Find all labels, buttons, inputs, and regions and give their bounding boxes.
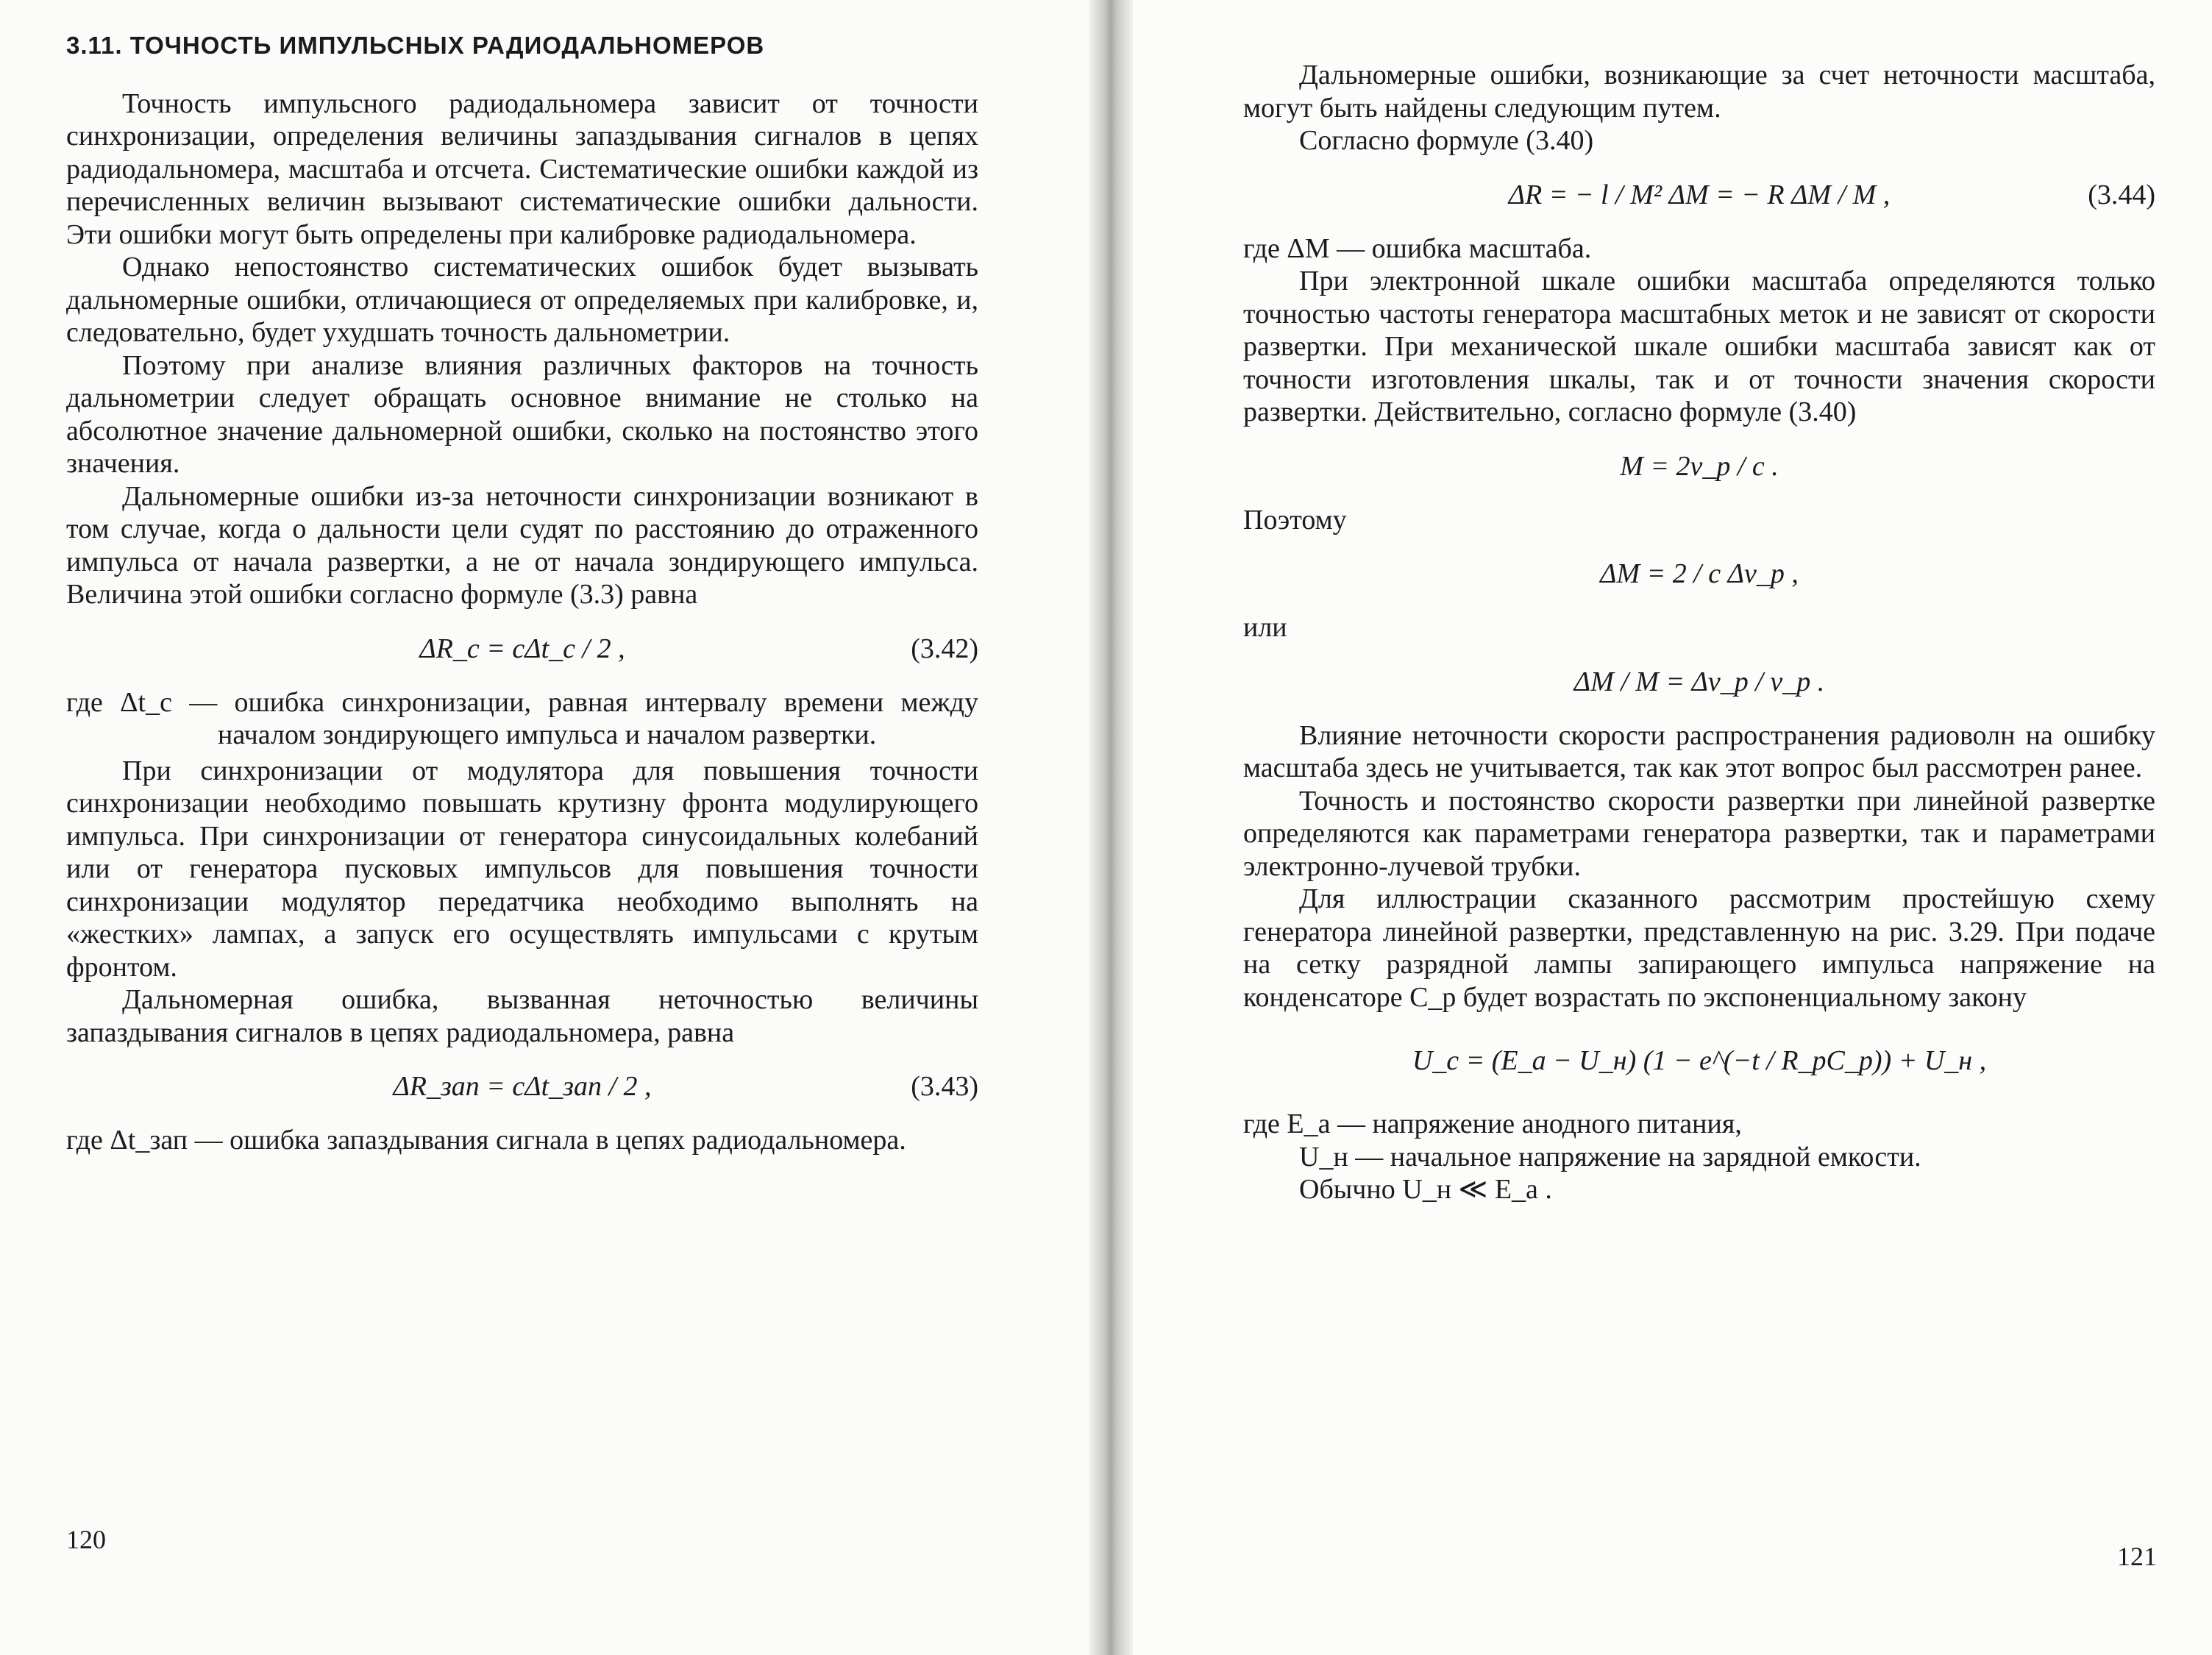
paragraph: При синхронизации от модулятора для повышения точности синхронизации необходимо повышать крутизну фронта модулирующего импульса. При синхронизации от генератора синусоидальных колебаний или от генератора пусковых импульсов для повышения точности синхронизации модулятор передатчика необходимо выполнять на «жестких» лампах, а запуск его осуществлять импульсами с крутым фронтом. — [66, 755, 978, 983]
equation-3-44 — [1243, 169, 2155, 221]
right-page — [1133, 0, 2212, 1655]
paragraph: Дальномерная ошибка, вызванная неточностью величины запаздывания сигналов в цепях радиодальномера, равна — [66, 984, 978, 1048]
definition-text: где Δt_c — ошибка синхронизации, равная интервалу времени между началом зондирующего импульса и началом развертки. — [66, 686, 978, 750]
paragraph: Точность и постоянство скорости развертки при линейной развертке определяются как параметрами генератора развертки, так и параметрами электронно-лучевой трубки. — [1243, 785, 2155, 882]
equation-body: ΔR_зап = cΔt_зап / 2 , — [393, 1071, 652, 1102]
equation-body: M = 2v_p / c . — [1620, 450, 1779, 482]
equation-body: ΔR_c = cΔt_c / 2 , — [419, 633, 625, 664]
left-page-text — [66, 29, 978, 1157]
equation-body: ΔM / M = Δv_p / v_p . — [1573, 666, 1825, 697]
section-heading: 3.11. ТОЧНОСТЬ ИМПУЛЬСНЫХ РАДИОДАЛЬНОМЕРОВ — [66, 32, 765, 59]
page-number: 121 — [2117, 1542, 2157, 1571]
equation-body: U_c = (E_a − U_н) (1 − e^(−t / R_pC_p)) + U_н , — [1412, 1045, 1987, 1076]
paragraph: Согласно формуле (3.40) — [1299, 125, 1594, 156]
definition-text: где ΔM — ошибка масштаба. — [1243, 232, 1592, 264]
book-gutter — [1089, 0, 1133, 1655]
paragraph: Дальномерные ошибки из-за неточности синхронизации возникают в том случае, когда о дальности цели судят по расстоянию до отраженного импульса от начала развертки, а не от начала зондирующего импульса. Величина этой ошибки согласно формуле (3.3) равна — [66, 480, 978, 610]
equation-scale — [1243, 441, 2155, 492]
left-page — [0, 0, 1089, 1655]
paragraph: или — [1243, 612, 1287, 643]
equation-scale-error — [1243, 548, 2155, 599]
right-page-text — [1243, 59, 2155, 1206]
equation-3-42 — [66, 623, 978, 675]
definition-text: где Δt_зап — ошибка запаздывания сигнала в цепях радиодальномера. — [66, 1125, 906, 1156]
paragraph: Поэтому при анализе влияния различных факторов на точность дальнометрии следует обращать основное внимание не столько на абсолютное значение дальномерной ошибки, сколько на постоянство этого значения. — [66, 349, 978, 479]
equation-body: ΔR = − l / M² ΔM = − R ΔM / M , — [1508, 179, 1891, 210]
paragraph: Обычно U_н ≪ E_a . — [1299, 1174, 1552, 1205]
equation-relative-error — [1243, 656, 2155, 708]
equation-capacitor-voltage — [1243, 1025, 2155, 1096]
equation-number: (3.43) — [911, 1071, 978, 1102]
paragraph: Дальномерные ошибки, возникающие за счет неточности масштаба, могут быть найдены следующим путем. — [1243, 60, 2155, 124]
definition — [66, 686, 978, 752]
equation-number: (3.44) — [2088, 179, 2155, 210]
definition-text: U_н — начальное напряжение на зарядной емкости. — [1299, 1141, 1921, 1172]
page-number: 120 — [66, 1525, 106, 1554]
paragraph: Точность импульсного радиодальномера зависит от точности синхронизации, определения величины запаздывания сигналов в цепях радиодальномера, масштаба и отсчета. Систематические ошибки каждой из перечисленных величин вызывают систематические ошибки дальности. Эти ошибки могут быть определены при калибровке радиодальномера. — [66, 88, 978, 250]
equation-3-43 — [66, 1061, 978, 1112]
paragraph: При электронной шкале ошибки масштаба определяются только точностью частоты генератора масштабных меток и не зависят от скорости развертки. При механической шкале ошибки масштаба зависят как от точности изготовления шкалы, так и от точности значения скорости развертки. Действительно, согласно формуле (3.40) — [1243, 266, 2155, 427]
paragraph: Влияние неточности скорости распространения радиоволн на ошибку масштаба здесь не учитывается, так как этот вопрос был рассмотрен ранее. — [1243, 719, 2155, 783]
definition-text: где E_a — напряжение анодного питания, — [1243, 1108, 1742, 1139]
equation-number: (3.42) — [911, 633, 978, 664]
paragraph: Поэтому — [1243, 504, 1347, 535]
paragraph: Однако непостоянство систематических ошибок будет вызывать дальномерные ошибки, отличающиеся от определяемых при калибровке, и, следовательно, будет ухудшать точность дальнометрии. — [66, 252, 978, 348]
equation-body: ΔM = 2 / c Δv_p , — [1600, 558, 1799, 589]
paragraph: Для иллюстрации сказанного рассмотрим простейшую схему генератора линейной развертки, представленную на рис. 3.29. При подаче на сетку разрядной лампы запирающего импульса напряжение на конденсаторе C_p будет возрастать по экспоненциальному закону — [1243, 883, 2155, 1013]
